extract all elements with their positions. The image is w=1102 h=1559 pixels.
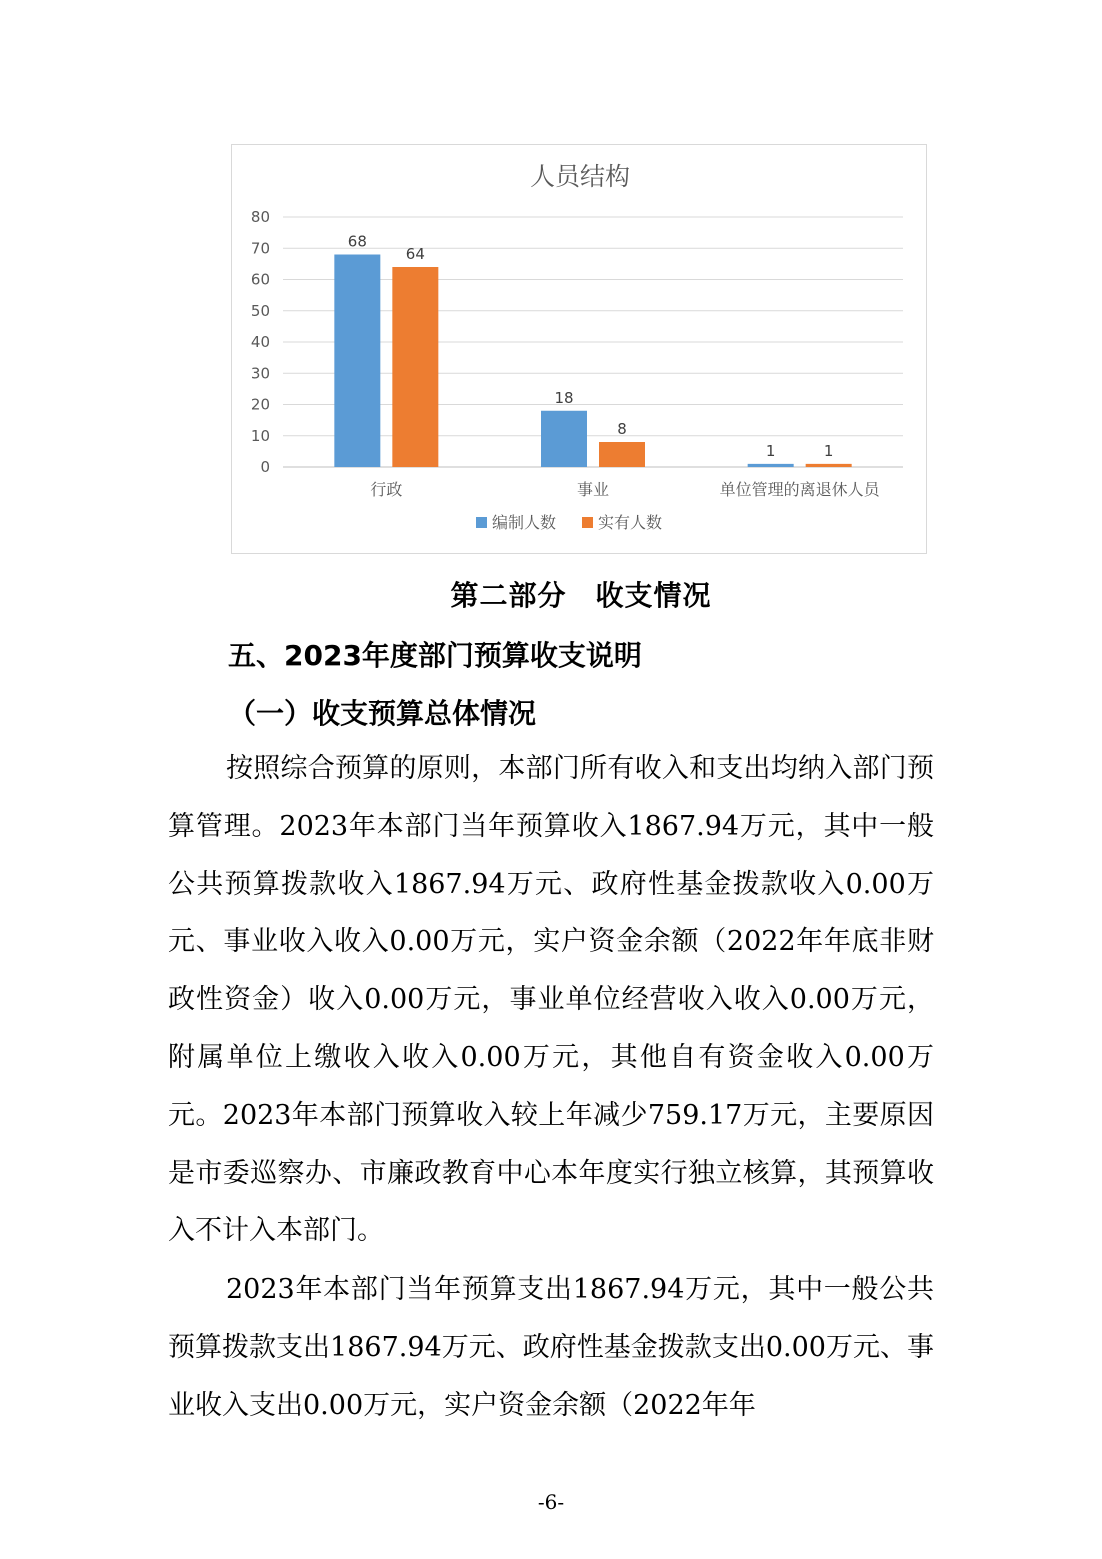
y-tick-label: 10	[250, 426, 270, 445]
bar	[806, 464, 852, 467]
legend-swatch	[582, 517, 593, 528]
y-tick-label: 60	[250, 270, 270, 289]
bar	[334, 255, 380, 468]
y-tick-label: 0	[260, 458, 270, 476]
bar	[541, 411, 587, 467]
bar	[748, 464, 794, 467]
chart-title: 人员结构	[529, 162, 631, 191]
data-label: 8	[617, 420, 627, 438]
data-label: 1	[765, 441, 776, 460]
paragraph-expenditure: 2023年本部门当年预算支出1867.94万元，其中一般公共预算拨款支出1867.94万元、政府性基金拨款支出0.00万元、事业收入支出0.00万元，实户资金余额（2022年年	[168, 1274, 934, 1421]
data-label: 68	[347, 232, 367, 251]
bar	[392, 267, 438, 467]
y-tick-label: 30	[250, 364, 270, 383]
subsection-title: （一）收支预算总体情况	[228, 697, 537, 730]
legend-label: 实有人数	[598, 513, 663, 532]
data-label: 64	[405, 245, 425, 263]
legend-swatch	[476, 517, 487, 528]
data-label: 18	[554, 388, 574, 407]
y-tick-label: 40	[250, 333, 270, 351]
staff-structure-chart	[231, 144, 927, 554]
y-tick-label: 20	[250, 395, 270, 414]
x-category-label: 事业	[576, 480, 610, 499]
legend-label: 编制人数	[492, 513, 557, 532]
x-category-label: 单位管理的离退休人员	[719, 480, 880, 499]
paragraph-income: 按照综合预算的原则，本部门所有收入和支出均纳入部门预算管理。2023年本部门当年预算收入1867.94万元，其中一般公共预算拨款收入1867.94万元、政府性基金拨款收入0.00万元、事业收入收入0.00万元，实户资金余额（2022年年底非财政性资金）收入0.00万元，事业单位经营收入收入0.00万元，附属单位上缴收入收入0.00万元，其他自有资金收入0.00万元。2023年本部门预算收入较上年减少759.17万元，主要原因是市委巡察办、市廉政教育中心本年度实行独立核算，其预算收入不计入本部门。	[168, 753, 934, 1247]
y-tick-label: 80	[250, 208, 270, 226]
bar	[599, 442, 645, 467]
section-title: 五、2023年度部门预算收支说明	[228, 639, 642, 672]
chart-svg	[232, 145, 928, 555]
part-title: 第二部分 收支情况	[450, 579, 712, 612]
page-number: -6-	[537, 1490, 565, 1514]
y-tick-label: 50	[250, 301, 270, 320]
x-category-label: 行政	[370, 480, 403, 499]
y-tick-label: 70	[250, 239, 270, 258]
data-label: 1	[823, 441, 834, 460]
